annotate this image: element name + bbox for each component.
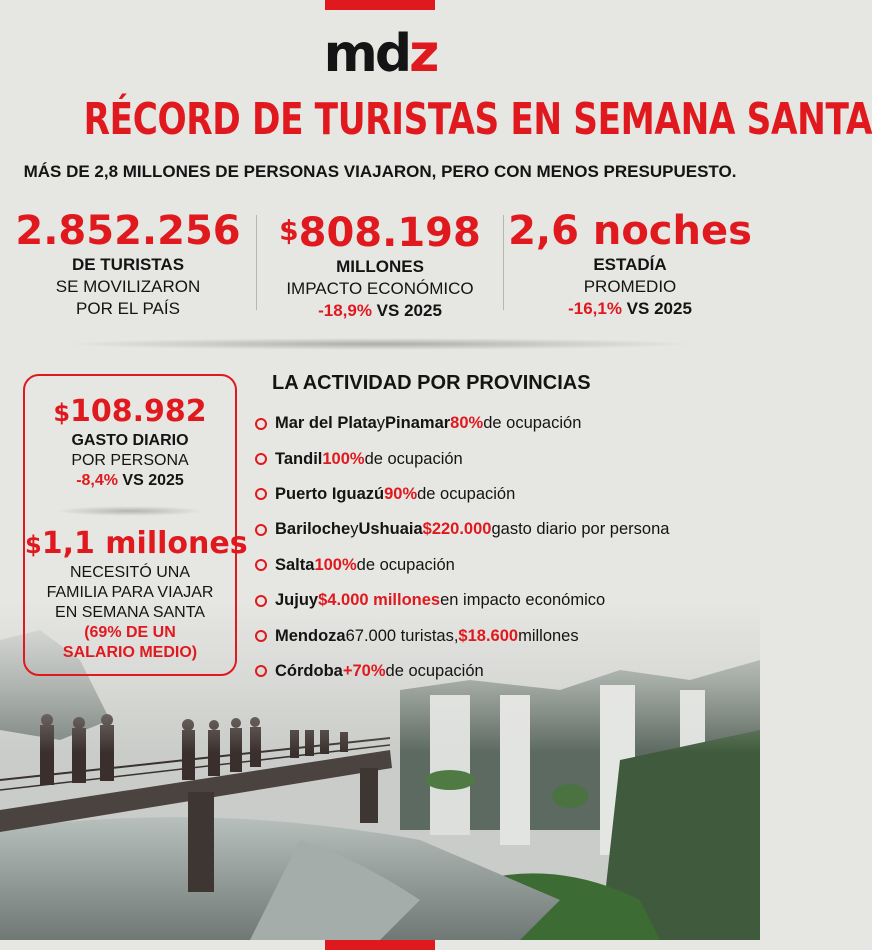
bullet-icon: [255, 418, 267, 430]
family-cost-line2: FAMILIA PARA VIAJAR: [46, 584, 214, 601]
stat-stay-label: ESTADÍA: [593, 255, 667, 274]
stat-impact-value: $808.198: [279, 210, 481, 256]
family-cost-value: $1,1 millones: [25, 526, 248, 561]
list-item: Mendoza 67.000 turistas, $18.600 millones: [255, 618, 669, 653]
stat-impact-label: MILLONES: [336, 257, 424, 276]
family-cost-line1: NECESITÓ UNA: [69, 564, 190, 581]
stat-tourists-line2: SE MOVILIZARON: [55, 277, 201, 296]
top-accent-bar: [325, 0, 435, 10]
bullet-icon: [255, 559, 267, 571]
list-item: Córdoba +70% de ocupación: [255, 654, 669, 689]
daily-spending-change: -8,4% VS 2025: [76, 472, 184, 489]
bullet-icon: [255, 488, 267, 500]
spending-card: [23, 374, 248, 676]
bottom-accent-bar: [325, 940, 435, 950]
list-item: Puerto Iguazú 90% de ocupación: [255, 477, 669, 512]
list-item: Tandil 100% de ocupación: [255, 441, 669, 476]
daily-spending-value: $108.982: [53, 394, 207, 429]
list-item: Jujuy $4.000 millones en impacto económico: [255, 583, 669, 618]
provinces-title: LA ACTIVIDAD POR PROVINCIAS: [272, 372, 591, 394]
stat-stay-value: 2,6 noches: [508, 208, 752, 254]
family-cost: [25, 526, 248, 663]
page-subtitle: MÁS DE 2,8 MILLONES DE PERSONAS VIAJARON, PERO CON MENOS PRESUPUESTO.: [23, 162, 737, 181]
page-title: RÉCORD DE TURISTAS EN SEMANA SANTA: [83, 94, 872, 145]
list-item: Mar del Plata y Pinamar 80% de ocupación: [255, 406, 669, 441]
bullet-icon: [255, 665, 267, 677]
list-item: Bariloche y Ushuaia $220.000 gasto diario por persona: [255, 512, 669, 547]
bullet-icon: [255, 453, 267, 465]
daily-spending-label: GASTO DIARIO: [71, 432, 189, 449]
stat-stay: [505, 208, 755, 320]
stat-tourists: [3, 208, 253, 320]
family-cost-line5: SALARIO MEDIO): [62, 644, 198, 661]
stat-impact: [255, 208, 505, 322]
stat-stay-change: -16,1% VS 2025: [568, 299, 692, 318]
stat-divider: [503, 215, 504, 310]
section-divider: [60, 338, 700, 350]
stat-impact-line2: IMPACTO ECONÓMICO: [286, 279, 474, 298]
daily-spending: [25, 394, 235, 491]
bullet-icon: [255, 595, 267, 607]
daily-spending-line2: POR PERSONA: [71, 452, 189, 469]
family-cost-line3: EN SEMANA SANTA: [55, 604, 205, 621]
family-cost-line4: (69% DE UN: [84, 624, 176, 641]
provinces-list: [255, 406, 669, 689]
bullet-icon: [255, 524, 267, 536]
stat-tourists-line3: POR EL PAÍS: [76, 299, 180, 318]
stat-tourists-value: 2.852.256: [15, 208, 241, 254]
list-item: Salta 100% de ocupación: [255, 548, 669, 583]
mdz-logo: mdz: [323, 24, 437, 84]
stat-tourists-label: DE TURISTAS: [71, 255, 185, 274]
card-divider: [55, 506, 205, 516]
bullet-icon: [255, 630, 267, 642]
stat-impact-change: -18,9% VS 2025: [318, 301, 442, 320]
stat-stay-line2: PROMEDIO: [583, 277, 677, 296]
